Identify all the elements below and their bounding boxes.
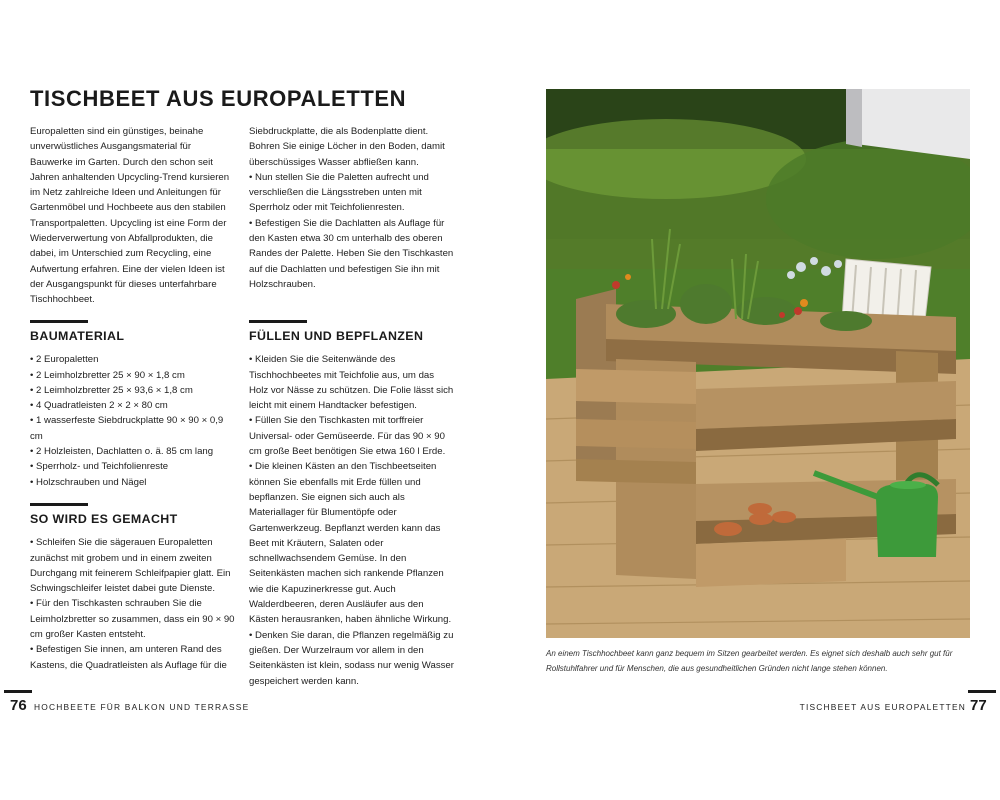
materials-list	[30, 352, 235, 490]
intro-column	[30, 124, 235, 308]
material-item: • 4 Quadratleisten 2 × 2 × 80 cm	[30, 400, 168, 412]
col2-paragraph: Siebdruckplatte, die als Bodenplatte dient. Bohren Sie einige Löcher in den Boden, damit überschüssiges Wasser abfließen kann.	[249, 126, 445, 168]
material-item: • 2 Leimholzbretter 25 × 93,6 × 1,8 cm	[30, 384, 193, 396]
right-page-number: 77	[970, 697, 987, 714]
col2-paragraph: • Befestigen Sie die Dachlatten als Auflage für den Kasten etwa 30 cm unterhalb des oberen Randes der Palette. Heben Sie den Tischkasten auf die Dachlatten und befestigen Sie ihn mit Holzschrauben.	[249, 217, 454, 290]
material-item: • 2 Leimholzbretter 25 × 90 × 1,8 cm	[30, 369, 185, 381]
intro-paragraph: Europaletten sind ein günstiges, beinahe unverwüstliches Ausgangsmaterial für Bauwerke im Garten. Durch den schon seit Jahren anhaltenden Upcycling-Trend kursieren im Netz zahlreiche Ideen und Anleitungen für Gartenmöbel und Hochbeete aus den stabilen Transportpaletten. Upcycling ist eine Form der Wiederverwertung von Abfallprodukten, die dabei, im Unterschied zum Recycling, eine Aufwertung erfahren. Eine der vielen Ideen ist der Ausgangspunkt für dieses unterfahrbare Tischhochbeet.	[30, 126, 230, 306]
section-rule	[30, 503, 88, 506]
filling-heading: FÜLLEN UND BEPFLANZEN	[249, 329, 424, 343]
materials-section	[30, 320, 235, 490]
left-running-title: HOCHBEETE FÜR BALKON UND TERRASSE	[34, 702, 250, 712]
section-rule	[30, 320, 88, 323]
right-footer-rule	[968, 690, 996, 693]
raised-bed-photo	[546, 89, 970, 638]
material-item: • 2 Europaletten	[30, 354, 99, 366]
filling-paragraph: • Die kleinen Kästen an den Tischbeetseiten können Sie ebenfalls mit Erde füllen und bepflanzen. Sie eignen sich auch als Materiallager für Blumentöpfe oder Gartenwerkzeug. Bepflanzt werden kann das Beet mit Kräutern, Salaten oder schnellwachsendem Gemüse. In den Seitenkästen machen sich rankende Pflanzen wie die Kapuzinerkresse gut. Auch Walderdbeeren, deren Ausläufer aus den Kästen herausranken, haben ähnliche Wirkung.	[249, 461, 452, 626]
page-title: TISCHBEET AUS EUROPALETTEN	[30, 86, 407, 111]
right-running-title: TISCHBEET AUS EUROPALETTEN	[799, 702, 966, 712]
material-item: • 1 wasserfeste Siebdruckplatte 90 × 90 × 0,9 cm	[30, 415, 224, 442]
second-column	[249, 124, 455, 292]
howto-paragraph: • Befestigen Sie innen, am unteren Rand des Kastens, die Quadratleisten als Auflage für die	[30, 644, 227, 671]
howto-paragraph: • Schleifen Sie die sägerauen Europaletten zunächst mit grobem und in einem zweiten Durchgang mit feinerem Schleifpapier glatt. Ein Schwingschleifer leistet dabei gute Dienste.	[30, 537, 231, 595]
filling-paragraph: • Denken Sie daran, die Pflanzen regelmäßig zu gießen. Der Wurzelraum vor allem in den Seitenkästen ist klein, sodass nur wenig Wasser gespeichert werden kann.	[249, 629, 454, 687]
photo-illustration	[546, 89, 970, 638]
materials-heading: BAUMATERIAL	[30, 329, 125, 343]
filling-paragraph: • Füllen Sie den Tischkasten mit torffreier Universal- oder Gemüseerde. Für das 90 × 90 cm große Beet benötigen Sie etwa 160 l Erde.	[249, 415, 446, 458]
filling-paragraph: • Kleiden Sie die Seitenwände des Tischhochbeetes mit Teichfolie aus, um das Holz vor Nässe zu schützen. Die Folie lässt sich leicht mit einem Handtacker befestigen.	[249, 354, 454, 412]
howto-section	[30, 503, 235, 673]
filling-section	[249, 320, 455, 689]
material-item: • 2 Holzleisten, Dachlatten o. ä. 85 cm lang	[30, 446, 214, 458]
howto-heading: SO WIRD ES GEMACHT	[30, 512, 178, 526]
photo-caption: An einem Tischhochbeet kann ganz bequem im Sitzen gearbeitet werden. Es eignet sich deshalb auch sehr gut für Rollstuhlfahrer und für Menschen, die aus gesundheitlichen Gründen nicht lange stehen können.	[546, 649, 953, 673]
col2-paragraph: • Nun stellen Sie die Paletten aufrecht und verschließen die Längsstreben unten mit Sperrholz oder mit Teichfolienresten.	[249, 171, 429, 214]
howto-paragraph: • Für den Tischkasten schrauben Sie die Leimholzbretter so zusammen, dass ein 90 × 90 cm großer Kasten entsteht.	[30, 598, 235, 641]
section-rule	[249, 320, 307, 323]
material-item: • Sperrholz- und Teichfolienreste	[30, 461, 169, 473]
material-item: • Holzschrauben und Nägel	[30, 476, 147, 488]
left-page-number: 76	[10, 697, 27, 714]
left-footer-rule	[4, 690, 32, 693]
